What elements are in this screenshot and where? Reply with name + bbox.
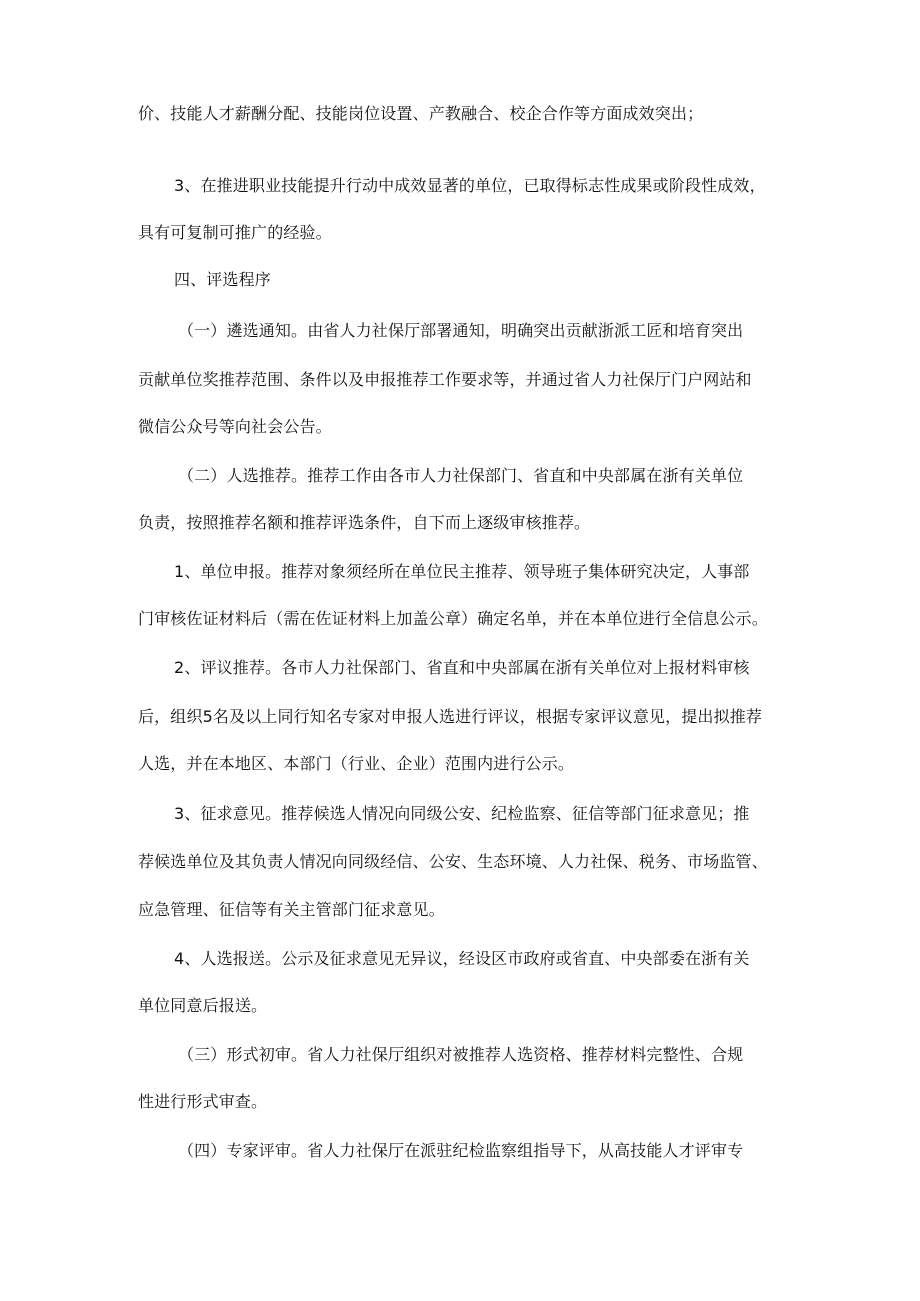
- text-line: 3、在推进职业技能提升行动中成效显著的单位，已取得标志性成果或阶段性成效，: [174, 176, 766, 195]
- section-heading: 四、评选程序: [174, 270, 271, 289]
- text-line: 负责，按照推荐名额和推荐评选条件，自下而上逐级审核推荐。: [138, 513, 591, 532]
- text-line: 性进行形式审查。: [138, 1092, 268, 1111]
- text-line: 单位同意后报送。: [138, 996, 268, 1015]
- text-line: 1、单位申报。推荐对象须经所在单位民主推荐、领导班子集体研究决定，人事部: [174, 562, 750, 581]
- text-line: （一）遴选通知。由省人力社保厅部署通知，明确突出贡献浙派工匠和培育突出: [178, 321, 744, 340]
- text-line: （二）人选推荐。推荐工作由各市人力社保部门、省直和中央部属在浙有关单位: [178, 466, 744, 485]
- text-line: 价、技能人才薪酬分配、技能岗位设置、产教融合、校企合作等方面成效突出；: [138, 104, 704, 123]
- text-line: 2、评议推荐。各市人力社保部门、省直和中央部属在浙有关单位对上报材料审核: [174, 658, 750, 677]
- text-line: （三）形式初审。省人力社保厅组织对被推荐人选资格、推荐材料完整性、合规: [178, 1045, 744, 1064]
- text-line: 门审核佐证材料后（需在佐证材料上加盖公章）确定名单，并在本单位进行全信息公示。: [138, 609, 768, 628]
- text-line: 4、人选报送。公示及征求意见无异议，经设区市政府或省直、中央部委在浙有关: [174, 949, 750, 968]
- text-line: （四）专家评审。省人力社保厅在派驻纪检监察组指导下，从高技能人才评审专: [178, 1141, 744, 1160]
- text-line: 微信公众号等向社会公告。: [138, 417, 332, 436]
- text-line: 应急管理、征信等有关主管部门征求意见。: [138, 900, 445, 919]
- text-line: 荐候选单位及其负责人情况向同级经信、公安、生态环境、人力社保、税务、市场监管、: [138, 852, 768, 871]
- text-line: 3、征求意见。推荐候选人情况向同级公安、纪检监察、征信等部门征求意见；推: [174, 804, 750, 823]
- text-line: 人选，并在本地区、本部门（行业、企业）范围内进行公示。: [138, 754, 575, 773]
- text-line: 后，组织5名及以上同行知名专家对申报人选进行评议，根据专家评议意见，提出拟推荐: [138, 707, 763, 726]
- text-line: 具有可复制可推广的经验。: [138, 223, 332, 242]
- text-line: 贡献单位奖推荐范围、条件以及申报推荐工作要求等，并通过省人力社保厅门户网站和: [138, 370, 752, 389]
